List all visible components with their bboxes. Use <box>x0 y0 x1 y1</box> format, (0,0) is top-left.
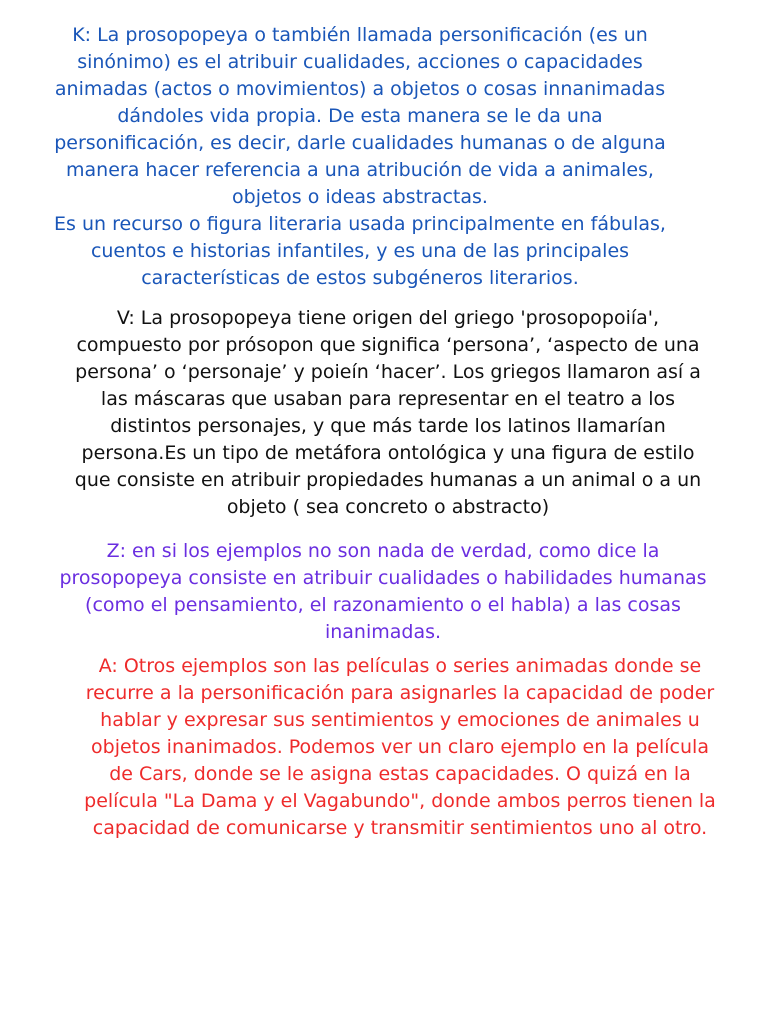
text-line: compuesto por prósopon que significa ‘persona’, ‘aspecto de una <box>76 334 700 356</box>
text-line: V: La prosopopeya tiene origen del griego 'prosopopoiía', <box>116 307 660 329</box>
paragraph-v <box>30 305 746 521</box>
text-line: manera hacer referencia a una atribución de vida a animales, <box>66 159 654 181</box>
text-line: de Cars, donde se le asigna estas capacidades. O quizá en la <box>109 763 691 785</box>
text-line: inanimadas. <box>324 621 442 643</box>
text-line: dándoles vida propia. De esta manera se le da una <box>117 105 603 127</box>
text-line: las máscaras que usaban para representar en el teatro a los <box>100 388 676 410</box>
text-line: cuentos e historias infantiles, y es una de las principales <box>90 240 630 262</box>
text-line: capacidad de comunicarse y transmitir sentimientos uno al otro. <box>92 817 708 839</box>
text-line: película "La Dama y el Vagabundo", donde ambos perros tienen la <box>84 790 716 812</box>
text-line: K: La prosopopeya o también llamada personificación (es un <box>72 24 648 46</box>
text-line: prosopopeya consiste en atribuir cualidades o habilidades humanas <box>59 567 707 589</box>
text-line: características de estos subgéneros literarios. <box>141 267 579 289</box>
paragraph-k <box>30 22 690 292</box>
text-line: que consiste en atribuir propiedades humanas a un animal o a un <box>74 469 702 491</box>
text-line: objetos inanimados. Podemos ver un claro ejemplo en la película <box>91 736 709 758</box>
text-line: persona.Es un tipo de metáfora ontológica y una figura de estilo <box>81 442 695 464</box>
text-line: Z: en si los ejemplos no son nada de verdad, como dice la <box>106 540 660 562</box>
text-line: (como el pensamiento, el razonamiento o el habla) a las cosas <box>85 594 681 616</box>
text-line: objeto ( sea concreto o abstracto) <box>226 496 550 518</box>
paragraph-z <box>30 538 736 646</box>
paragraph-a <box>60 653 740 842</box>
text-line: persona’ o ‘personaje’ y poieín ‘hacer’. Los griegos llamaron así a <box>75 361 701 383</box>
text-line: personificación, es decir, darle cualidades humanas o de alguna <box>54 132 666 154</box>
text-line: sinónimo) es el atribuir cualidades, acciones o capacidades <box>77 51 643 73</box>
text-line: A: Otros ejemplos son las películas o series animadas donde se <box>98 655 702 677</box>
text-line: hablar y expresar sus sentimientos y emociones de animales u <box>100 709 700 731</box>
text-line: distintos personajes, y que más tarde los latinos llamarían <box>110 415 666 437</box>
text-line: objetos o ideas abstractas. <box>232 186 488 208</box>
text-line: recurre a la personificación para asignarles la capacidad de poder <box>85 682 715 704</box>
text-line: Es un recurso o figura literaria usada principalmente en fábulas, <box>54 213 666 235</box>
text-line: animadas (actos o movimientos) a objetos o cosas innanimadas <box>54 78 666 100</box>
